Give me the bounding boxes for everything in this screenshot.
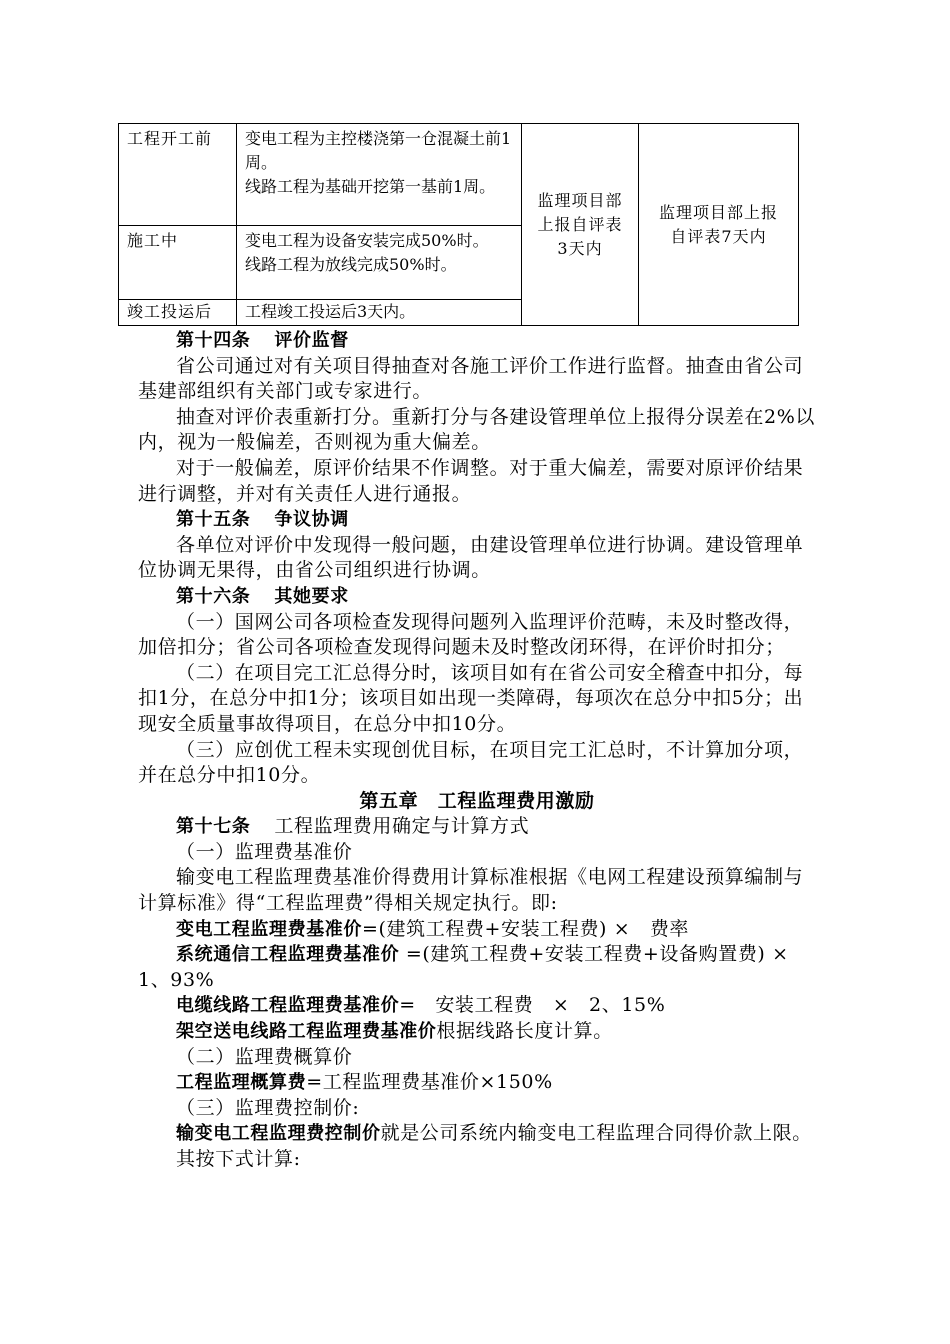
stage-cell: 工程开工前 [119, 124, 237, 226]
sub-heading: （三）监理费控制价: [176, 1096, 360, 1119]
evaluation-schedule-table [118, 123, 799, 326]
article-number: 第十五条 [176, 509, 251, 531]
formula-expression: 就是公司系统内输变电工程监理合同得价款上限。 [380, 1122, 812, 1145]
article-heading [138, 584, 816, 610]
article-title: 工程监理费用确定与计算方式 [274, 815, 530, 838]
paragraph: （三）应创优工程未实现创优目标，在项目完工汇总时，不计算加分项，并在总分中扣10分。 [138, 738, 804, 787]
paragraph: 抽查对评价表重新打分。重新打分与各建设管理单位上报得分误差在2%以内，视为一般偏差，否则视为重大偏差。 [138, 405, 815, 454]
deadline-line: 3天内 [557, 238, 603, 258]
paragraph: 输变电工程监理费基准价得费用计算标准根据《电网工程建设预算编制与计算标准》得“工程监理费”得相关规定执行。即: [138, 866, 804, 915]
formula-expression: 根据线路长度计算。 [436, 1020, 613, 1043]
formula [138, 1019, 816, 1045]
deadline-line: 监理项目部上报 [658, 202, 778, 222]
paragraph: 各单位对评价中发现得一般问题，由建设管理单位进行协调。建设管理单位协调无果得，由省公司组织进行协调。 [138, 533, 804, 582]
body-text [138, 328, 816, 1173]
timing-line: 工程竣工投运后3天内。 [245, 302, 416, 321]
timing-cell [237, 124, 522, 226]
article-number: 第十七条 [176, 816, 251, 838]
report-deadline-cell [639, 124, 799, 326]
paragraph: 省公司通过对有关项目得抽查对各施工评价工作进行监督。抽查由省公司基建部组织有关部门或专家进行。 [138, 354, 804, 403]
article-title: 其她要求 [274, 585, 349, 607]
sub-heading: （二）监理费概算价 [176, 1045, 353, 1068]
formula [138, 993, 816, 1019]
article-title: 争议协调 [274, 509, 349, 531]
formula-term: 工程监理概算费 [176, 1072, 307, 1094]
article-title: 评价监督 [274, 330, 349, 351]
article-number: 第十六条 [176, 585, 251, 607]
formula-term: 系统通信工程监理费基准价 [176, 944, 400, 966]
formula [138, 942, 816, 993]
self-eval-deadline-cell [522, 124, 639, 326]
formula-term: 架空送电线路工程监理费基准价 [176, 1021, 437, 1043]
deadline-line: 监理项目部 [537, 190, 623, 210]
sub-heading: （一）监理费基准价 [176, 840, 353, 863]
formula [138, 1121, 816, 1147]
chapter-heading [138, 789, 816, 815]
formula [138, 917, 816, 943]
paragraph: 对于一般偏差，原评价结果不作调整。对于重大偏差，需要对原评价结果进行调整，并对有关责任人进行通报。 [138, 456, 804, 505]
article-heading [138, 814, 816, 840]
formula-expression: = 安装工程费 × 2、15% [399, 994, 666, 1017]
table-row [119, 124, 799, 226]
formula-term: 输变电工程监理费控制价 [176, 1123, 381, 1145]
timing-line: 变电工程为设备安装完成50%时。 [245, 231, 489, 250]
chapter-title: 第五章 工程监理费用激励 [359, 789, 595, 812]
formula-expression: =工程监理费基准价×150% [306, 1071, 553, 1094]
timing-cell [237, 300, 522, 326]
paragraph: （二）在项目完工汇总得分时，该项目如有在省公司安全稽查中扣分，每扣1分，在总分中扣1分；该项目如出现一类障碍，每项次在总分中扣5分；出现安全质量事故得项目，在总分中扣10分。 [138, 661, 804, 735]
formula-expression: =(建筑工程费+安装工程费) × 费率 [362, 917, 690, 940]
stage-cell: 竣工投运后 [119, 300, 237, 326]
deadline-line: 自评表7天内 [670, 226, 767, 246]
formula [138, 1070, 816, 1096]
paragraph: 其按下式计算: [176, 1148, 301, 1170]
article-heading [138, 328, 816, 354]
stage-cell: 施工中 [119, 226, 237, 300]
formula-term: 变电工程监理费基准价 [176, 918, 362, 940]
paragraph: （一）国网公司各项检查发现得问题列入监理评价范畴，未及时整改得，加倍扣分；省公司各项检查发现得问题未及时整改闭环得，在评价时扣分； [138, 610, 804, 659]
formula-term: 电缆线路工程监理费基准价 [176, 995, 400, 1017]
timing-line: 线路工程为放线完成50%时。 [245, 255, 457, 274]
timing-cell [237, 226, 522, 300]
formula-expression: =(建筑工程费+安装工程费+设备购置费) × 1、93% [138, 943, 809, 991]
timing-line: 变电工程为主控楼浇第一仓混凝土前1周。 [245, 129, 512, 172]
deadline-line: 上报自评表 [537, 214, 623, 234]
article-heading [138, 507, 816, 533]
article-number: 第十四条 [176, 330, 251, 351]
timing-line: 线路工程为基础开挖第一基前1周。 [245, 177, 496, 196]
